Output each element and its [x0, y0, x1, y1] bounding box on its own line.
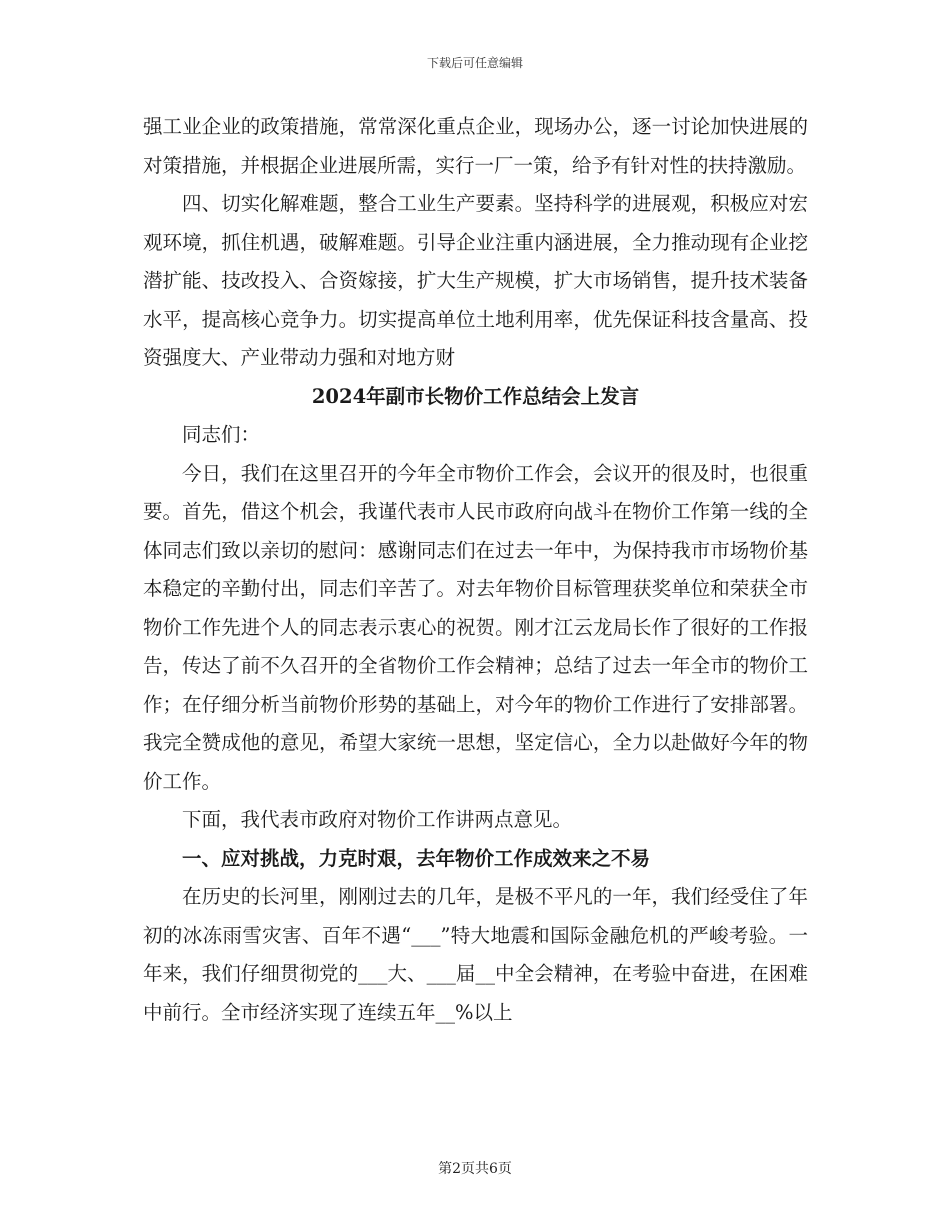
paragraph-continued: 强工业企业的政策措施，常常深化重点企业，现场办公，逐一讨论加快进展的对策措施，并根据企业进展所需，实行一厂一策，给予有针对性的扶持激励。 [143, 115, 808, 177]
paragraph-section-four: 四、切实化解难题，整合工业生产要素。坚持科学的进展观，积极应对宏观环境，抓住机遇，破解难题。引导企业注重内涵进展，全力推动现有企业挖潜扩能、技改投入、合资嫁接，扩大生产规模，扩大市场销售，提升技术装备水平，提高核心竞争力。切实提高单位土地利用率，优先保证科技含量高、投资强度大、产业带动力强和对地方财 [143, 192, 808, 369]
speech-title: 2024年副市长物价工作总结会上发言 [311, 384, 640, 408]
paragraph-history: 在历史的长河里，刚刚过去的几年，是极不平凡的一年，我们经受住了年初的冰冻雨雪灾害、百年不遇“___”特大地震和国际金融危机的严峻考验。一年来，我们仔细贯彻党的___大、___届__中全会精神，在考验中奋进，在困难中前行。全市经济实现了连续五年__%以上 [143, 885, 808, 1024]
paragraph-opening: 今日，我们在这里召开的今年全市物价工作会，会议开的很及时，也很重要。首先，借这个机会，我谨代表市人民市政府向战斗在物价工作第一线的全体同志们致以亲切的慰问：感谢同志们在过去一年中，为保持我市市场物价基本稳定的辛勤付出，同志们辛苦了。对去年物价目标管理获奖单位和荣获全市物价工作先进个人的同志表示衷心的祝贺。刚才江云龙局长作了很好的工作报告，传达了前不久召开的全省物价工作会精神；总结了过去一年全市的物价工作；在仔细分析当前物价形势的基础上，对今年的物价工作进行了安排部署。我完全赞成他的意见，希望大家统一思想，坚定信心，全力以赴做好今年的物价工作。 [143, 461, 808, 793]
page-header-note: 下载后可任意编辑 [426, 56, 523, 70]
page-footer-number: 第2页共6页 [438, 1161, 512, 1177]
document-body [143, 108, 808, 1032]
paragraph-transition: 下面，我代表市政府对物价工作讲两点意见。 [182, 808, 573, 831]
salutation: 同志们： [182, 423, 261, 446]
section-heading: 一、应对挑战，力克时艰，去年物价工作成效来之不易 [182, 846, 651, 870]
